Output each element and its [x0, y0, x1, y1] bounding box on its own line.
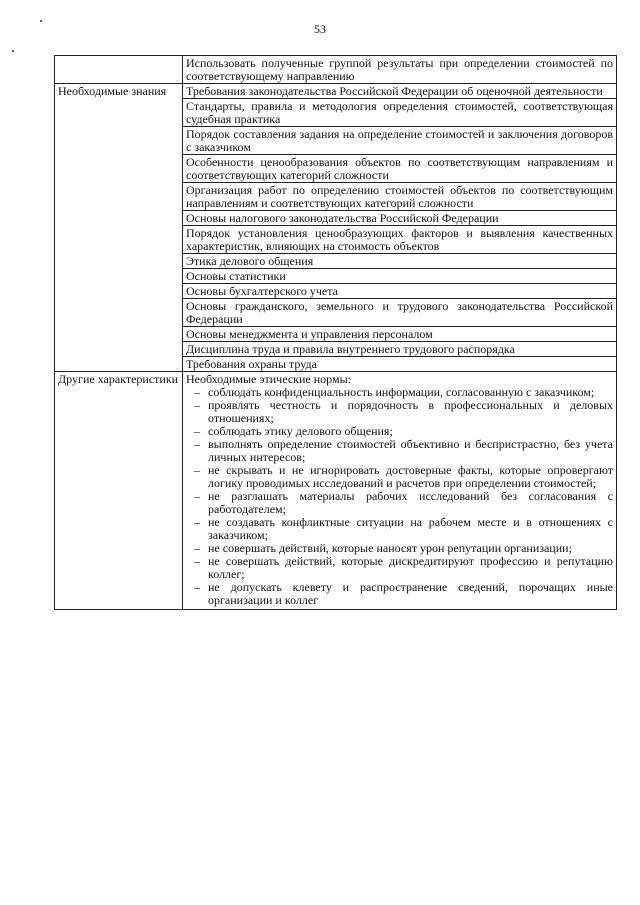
knowledge-item: Порядок составления задания на определение стоимостей и заключения договоров с заказчиком — [183, 127, 617, 155]
dash-bullet: – — [194, 437, 200, 451]
dash-bullet: – — [194, 385, 200, 399]
dash-bullet: – — [194, 463, 200, 477]
list-item — [186, 438, 613, 464]
ethics-item-text: не совершать действий, которые наносят урон репутации организации; — [208, 541, 572, 555]
ethics-item-text: не создавать конфликтные ситуации на рабочем месте и в отношениях с заказчиком; — [208, 515, 613, 542]
knowledge-item: Особенности ценообразования объектов по соответствующим направлениям и соответствующих категорий сложности — [183, 155, 617, 183]
dash-bullet: – — [194, 580, 200, 594]
knowledge-item: Организация работ по определению стоимостей объектов по соответствующим направлениям и соответствующих категорий сложности — [183, 183, 617, 211]
list-item — [186, 581, 613, 607]
list-item — [186, 555, 613, 581]
scan-speck — [40, 20, 42, 22]
knowledge-item: Основы бухгалтерского учета — [183, 284, 617, 299]
knowledge-item: Стандарты, правила и методология определения стоимостей, соответствующая судебная практика — [183, 99, 617, 127]
knowledge-label: Необходимые знания — [55, 84, 183, 372]
ethics-list — [186, 386, 613, 607]
dash-bullet: – — [194, 398, 200, 412]
knowledge-item: Основы гражданского, земельного и трудового законодательства Российской Федерации — [183, 299, 617, 327]
knowledge-item: Требования законодательства Российской Федерации об оценочной деятельности — [183, 84, 617, 99]
dash-bullet: – — [194, 541, 200, 555]
knowledge-item: Основы менеджмента и управления персоналом — [183, 327, 617, 342]
ethics-item-text: соблюдать этику делового общения; — [208, 424, 393, 438]
ethics-item-text: проявлять честность и порядочность в профессиональных и деловых отношениях; — [208, 398, 613, 425]
knowledge-item: Дисциплина труда и правила внутреннего трудового распорядка — [183, 342, 617, 357]
ethics-item-text: не допускать клевету и распространение сведений, порочащих иные организации и коллег — [208, 580, 613, 607]
dash-bullet: – — [194, 554, 200, 568]
dash-bullet: – — [194, 515, 200, 529]
scan-speck — [12, 50, 14, 52]
list-item — [186, 399, 613, 425]
ethics-item-text: выполнять определение стоимостей объективно и беспристрастно, без учета личных интересов; — [208, 437, 613, 464]
ethics-item-text: не скрывать и не игнорировать достоверные факты, которые опровергают логику проводимых исследований и расчетов при определении стоимостей; — [208, 463, 613, 490]
ethics-item-text: не разглашать материалы рабочих исследований без согласования с работодателем; — [208, 489, 613, 516]
page-number: 53 — [314, 22, 326, 36]
other-characteristics-label: Другие характеристики — [55, 372, 183, 610]
knowledge-item: Порядок установления ценообразующих факторов и выявления качественных характеристик, влияющих на стоимость объектов — [183, 226, 617, 254]
knowledge-item: Основы статистики — [183, 269, 617, 284]
list-item — [186, 516, 613, 542]
list-item — [186, 490, 613, 516]
ethics-item-text: соблюдать конфиденциальность информации, согласованную с заказчиком; — [208, 385, 595, 399]
table-row — [55, 56, 617, 84]
list-item — [186, 464, 613, 490]
table-row — [55, 84, 617, 99]
table-row — [55, 372, 617, 610]
ethics-cell — [183, 372, 617, 610]
dash-bullet: – — [194, 424, 200, 438]
dash-bullet: – — [194, 489, 200, 503]
ethics-intro: Необходимые этические нормы: — [186, 372, 351, 386]
knowledge-item: Требования охраны труда — [183, 357, 617, 372]
continuation-text: Использовать полученные группой результаты при определении стоимостей по соответствующему направлению — [183, 56, 617, 84]
knowledge-item: Этика делового общения — [183, 254, 617, 269]
qualification-table — [54, 55, 617, 610]
empty-label-cell — [55, 56, 183, 84]
ethics-item-text: не совершать действий, которые дискредитируют профессию и репутацию коллег; — [208, 554, 613, 581]
knowledge-item: Основы налогового законодательства Российской Федерации — [183, 211, 617, 226]
